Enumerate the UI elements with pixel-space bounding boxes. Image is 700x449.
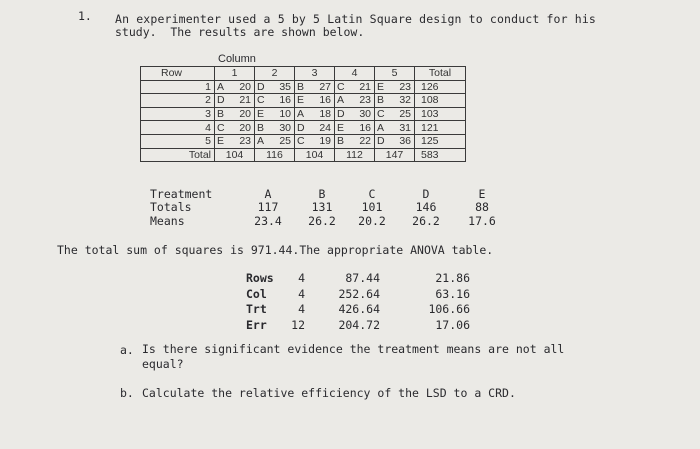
cell-treatment-letter: B (375, 94, 388, 108)
row-label: 1 (141, 80, 215, 94)
anova-source: Col (246, 286, 267, 301)
cell-value: 16 (307, 94, 335, 108)
col-total: 104 (215, 148, 255, 162)
anova-df: 4 (298, 302, 305, 316)
col-header: 2 (255, 67, 295, 81)
cell-treatment-letter: B (255, 121, 268, 135)
treatment-letter: D (422, 187, 430, 201)
cell-value: 36 (387, 134, 415, 148)
cell-treatment-letter: B (215, 107, 228, 121)
cell-value: 16 (267, 94, 295, 108)
cell-value: 30 (347, 107, 375, 121)
problem-text-line1: An experimenter used a 5 by 5 Latin Square design to conduct for his (115, 12, 597, 26)
question-a-label: a. (120, 343, 134, 357)
cell-value: 21 (227, 94, 255, 108)
cell-treatment-letter: B (295, 80, 308, 94)
cell-treatment-letter: E (295, 94, 308, 108)
cell-treatment-letter: A (375, 121, 388, 135)
row-label: 3 (141, 107, 215, 121)
treatment-letter: C (368, 187, 376, 201)
treatment-letter: A (264, 187, 272, 201)
anova-ms: 21.86 (435, 271, 470, 285)
treatment-letter: B (318, 187, 326, 201)
cell-treatment-letter: E (335, 121, 348, 135)
cell-treatment-letter: D (295, 121, 308, 135)
cell-value: 27 (307, 80, 335, 94)
row-total: 108 (415, 94, 466, 108)
col-total: 112 (335, 148, 375, 162)
cell-value: 23 (347, 94, 375, 108)
cell-value: 10 (267, 107, 295, 121)
latin-square-table (140, 66, 466, 162)
treatment-total: 131 (311, 200, 333, 214)
cell-treatment-letter: D (215, 94, 228, 108)
treatment-label: Treatment (150, 187, 213, 201)
row-total: 103 (415, 107, 466, 121)
col-header: 3 (295, 67, 335, 81)
cell-treatment-letter: D (335, 107, 348, 121)
cell-value: 32 (387, 94, 415, 108)
col-total: 116 (255, 148, 295, 162)
anova-df: 4 (298, 271, 305, 285)
anova-ss: 204.72 (338, 317, 380, 332)
cell-value: 19 (307, 134, 335, 148)
question-a-line2: equal? (142, 357, 184, 371)
cell-treatment-letter: C (215, 121, 228, 135)
problem-text-line2: study. The results are shown below. (115, 25, 365, 39)
cell-treatment-letter: E (375, 80, 388, 94)
cell-value: 35 (267, 80, 295, 94)
anova-ms: 106.66 (428, 302, 470, 316)
row-label: 2 (141, 94, 215, 108)
column-caption: Column (218, 53, 256, 65)
treatment-mean: 23.4 (254, 214, 282, 228)
anova-ss: 252.64 (338, 286, 380, 301)
col-total: 104 (295, 148, 335, 162)
cell-value: 21 (347, 80, 375, 94)
cell-treatment-letter: C (295, 134, 308, 148)
question-b-label: b. (120, 386, 134, 400)
cell-treatment-letter: E (215, 134, 228, 148)
treatment-mean: 17.6 (468, 214, 496, 228)
cell-treatment-letter: B (335, 134, 348, 148)
row-total: 121 (415, 121, 466, 135)
row-label: 5 (141, 134, 215, 148)
cell-value: 23 (227, 134, 255, 148)
treatment-total: 88 (475, 200, 489, 214)
cell-value: 25 (387, 107, 415, 121)
cell-treatment-letter: A (255, 134, 268, 148)
col-total: 147 (375, 148, 415, 162)
anova-source: Rows (246, 271, 274, 285)
treatment-mean: 26.2 (308, 214, 336, 228)
table-row (141, 107, 466, 121)
table-row (141, 94, 466, 108)
row-total: 126 (415, 80, 466, 94)
anova-ms: 17.06 (435, 317, 470, 332)
table-totals-row (141, 148, 466, 162)
cell-value: 22 (347, 134, 375, 148)
cell-value: 30 (267, 121, 295, 135)
cell-value: 16 (347, 121, 375, 135)
cell-value: 20 (227, 107, 255, 121)
anova-source: Err (246, 317, 267, 332)
grand-total: 583 (415, 148, 466, 162)
cell-value: 20 (227, 121, 255, 135)
col-header: 5 (375, 67, 415, 81)
cell-treatment-letter: C (375, 107, 388, 121)
treatment-total: 146 (415, 200, 437, 214)
cell-treatment-letter: D (255, 80, 268, 94)
total-header: Total (415, 67, 466, 81)
anova-ss: 87.44 (345, 271, 380, 285)
row-total: 125 (415, 134, 466, 148)
anova-df: 4 (298, 286, 305, 301)
cell-value: 20 (227, 80, 255, 94)
treatment-total: 101 (361, 200, 383, 214)
treatment-letter: E (478, 187, 486, 201)
cell-value: 24 (307, 121, 335, 135)
col-header: 4 (335, 67, 375, 81)
cell-value: 23 (387, 80, 415, 94)
cell-value: 25 (267, 134, 295, 148)
question-b-text: Calculate the relative efficiency of the LSD to a CRD. (142, 386, 516, 400)
ss-statement: The total sum of squares is 971.44.The appropriate ANOVA table. (57, 243, 494, 257)
cell-treatment-letter: C (335, 80, 348, 94)
table-header-row (141, 67, 466, 81)
anova-ms: 63.16 (435, 286, 470, 301)
anova-source: Trt (246, 302, 267, 316)
means-label: Means (150, 214, 185, 228)
treatment-total: 117 (257, 200, 279, 214)
cell-treatment-letter: C (255, 94, 268, 108)
row-header: Row (141, 67, 215, 81)
anova-df: 12 (291, 317, 305, 332)
row-label: 4 (141, 121, 215, 135)
anova-ss: 426.64 (338, 302, 380, 316)
totals-label: Total (141, 148, 215, 162)
totals-label-row: Totals (150, 200, 192, 214)
table-row (141, 134, 466, 148)
cell-value: 18 (307, 107, 335, 121)
problem-number: 1. (78, 9, 92, 23)
treatment-mean: 20.2 (358, 214, 386, 228)
cell-treatment-letter: D (375, 134, 388, 148)
cell-treatment-letter: A (295, 107, 308, 121)
cell-treatment-letter: E (255, 107, 268, 121)
cell-treatment-letter: A (215, 80, 228, 94)
cell-treatment-letter: A (335, 94, 348, 108)
treatment-mean: 26.2 (412, 214, 440, 228)
col-header: 1 (215, 67, 255, 81)
table-row (141, 121, 466, 135)
question-a-line1: Is there significant evidence the treatment means are not all (142, 342, 565, 356)
table-row (141, 80, 466, 94)
cell-value: 31 (387, 121, 415, 135)
